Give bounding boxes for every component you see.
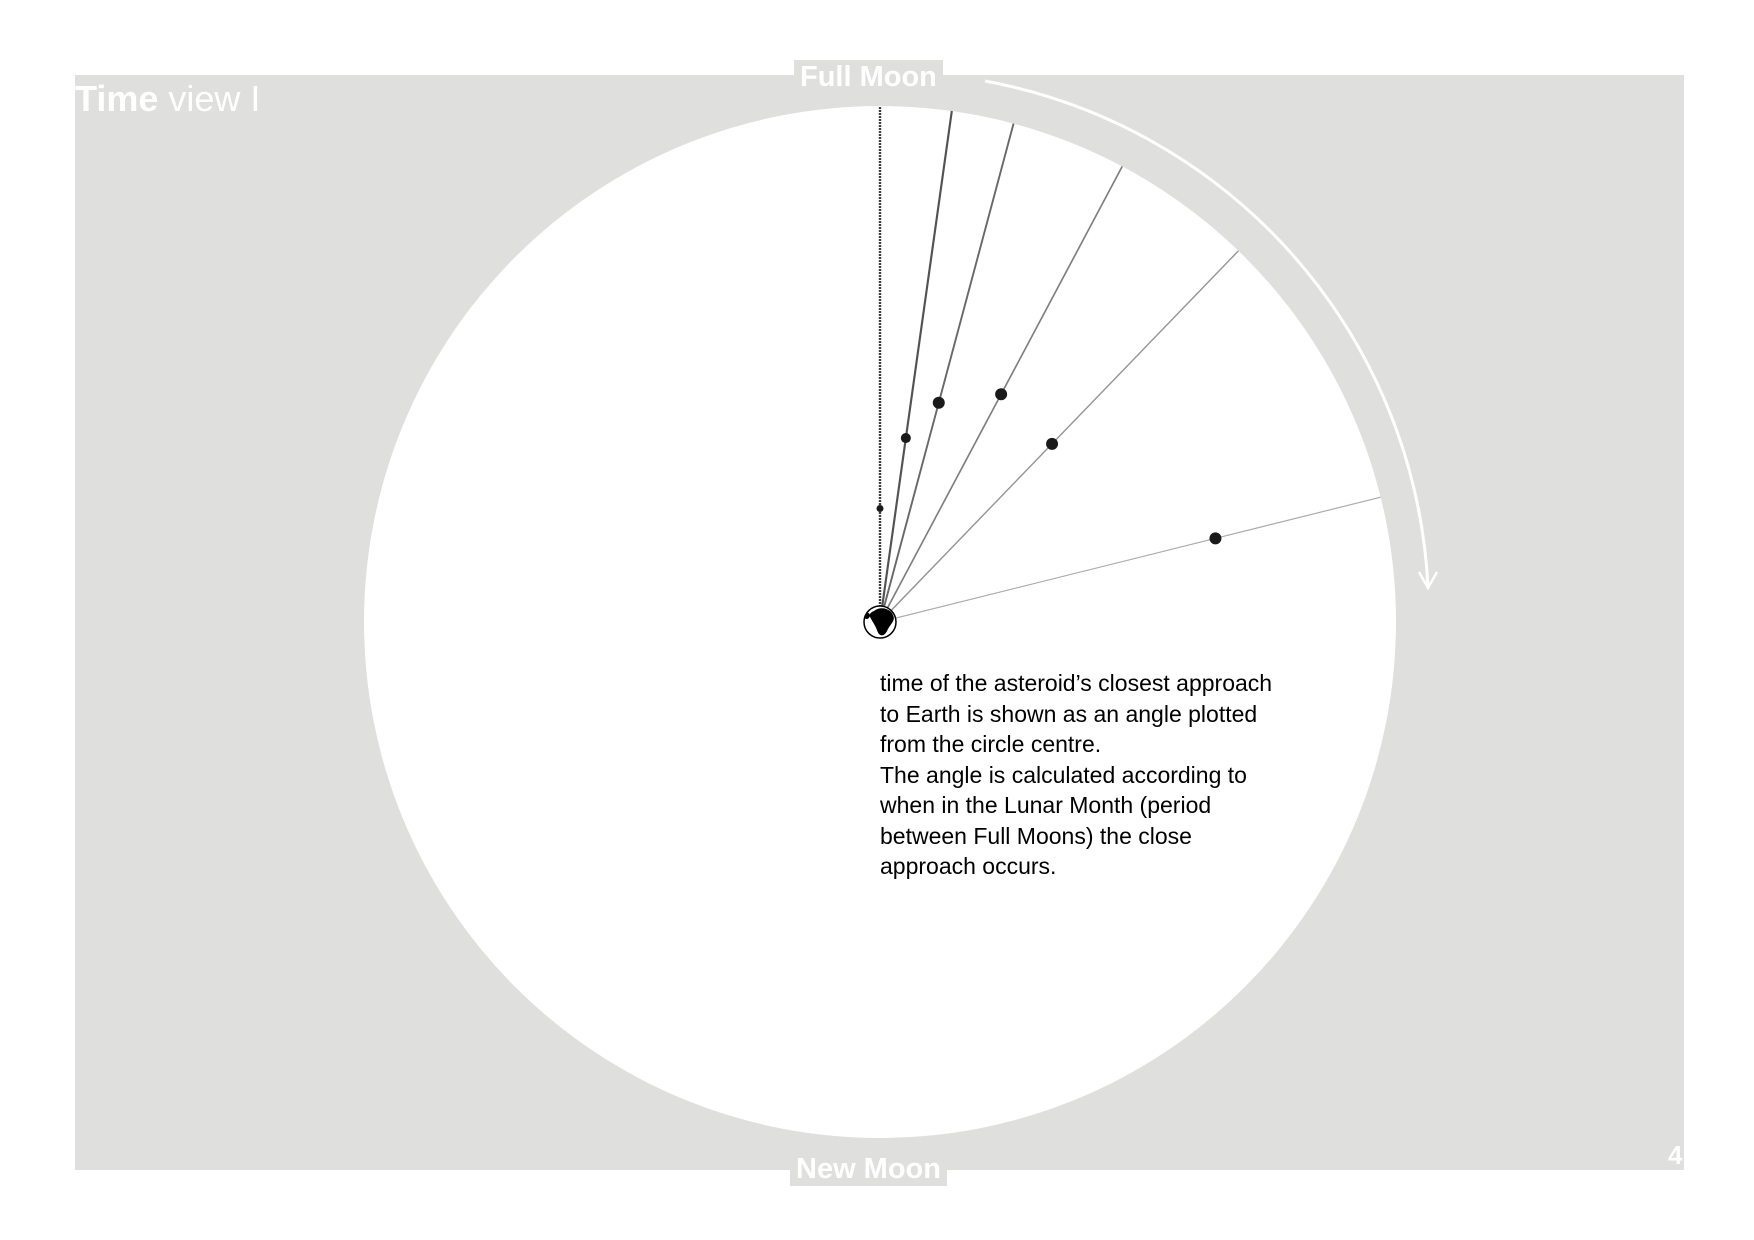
full-moon-label: Full Moon: [794, 60, 943, 94]
approach-marker: [995, 388, 1007, 400]
approach-marker: [933, 397, 945, 409]
approach-marker: [1209, 532, 1221, 544]
approach-marker: [1046, 438, 1058, 450]
page-number: 4: [1668, 1140, 1683, 1170]
description-text: time of the asteroid’s closest approach to Earth is shown as an angle plotted from the circle centre. The angle is calculated according to when in the Lunar Month (period between Full Moons) the close approach occurs.: [880, 670, 1273, 879]
title-rest: view I: [158, 78, 261, 119]
earth-globe-icon: [864, 606, 896, 638]
approach-marker: [877, 505, 884, 512]
new-moon-label: New Moon: [790, 1152, 947, 1186]
title-bold: Time: [75, 78, 159, 119]
approach-marker: [901, 433, 911, 443]
page-title: [75, 78, 260, 120]
